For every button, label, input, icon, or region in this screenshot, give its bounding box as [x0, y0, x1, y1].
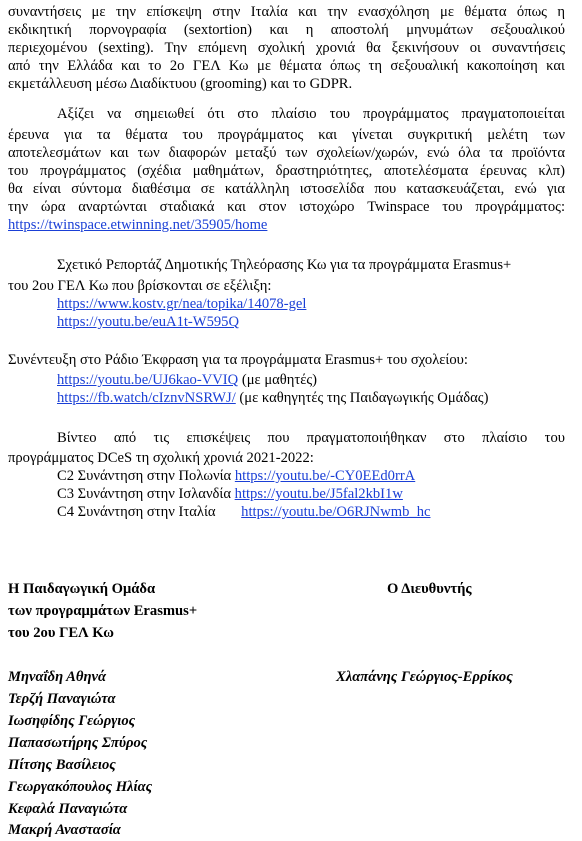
radio-teachers-note: (με καθηγητές της Παιδαγωγικής Ομάδας): [239, 390, 489, 406]
para5-line1: Βίντεο από τις επισκέψεις που πραγματοποιήθηκαν στο πλαίσιο του: [57, 430, 565, 446]
c4-label: C4 Συνάντηση στην Ιταλία: [57, 504, 216, 520]
radio-students-link[interactable]: https://youtu.be/UJ6kao-VVIQ: [57, 372, 239, 388]
director-name: Χλαπάνης Γεώργιος-Ερρίκος: [336, 669, 513, 685]
para1-line5: εκμετάλλευση μέσω Διαδίκτυου (grooming) και το GDPR.: [8, 76, 353, 92]
c3-link[interactable]: https://youtu.be/J5fal2kbI1w: [234, 486, 403, 502]
para2-line3: αποτελεσμάτων και των διαφορών μεταξύ των σχολείων/χωρών, ενώ όλα τα προϊόντα: [8, 145, 565, 161]
c2-row: [57, 468, 415, 485]
c4-link[interactable]: https://youtu.be/O6RJNwmb_hc: [241, 504, 431, 520]
member-name: Παπασωτήρης Σπύρος: [8, 735, 148, 751]
member-name: Κεφαλά Παναγιώτα: [8, 801, 128, 817]
para1-line4: από την Ελλάδα και το 2ο ΓΕΛ Κω με θέματα όπως τη σεξουαλική κακοποίηση και: [8, 58, 565, 74]
team-title-line3: του 2ου ΓΕΛ Κω: [8, 625, 114, 641]
para1-line2: εκδικητική πορνογραφία (sextortion) και η αποστολή μηνυμάτων σεξουαλικού: [8, 22, 565, 38]
radio-students-row: [57, 372, 317, 389]
member-name: Μακρή Αναστασία: [8, 822, 121, 838]
c4-row: [57, 504, 431, 521]
para2-line2: έρευνα για τα θέματα του προγράμματος και γίνεται συγκριτική μελέτη των: [8, 127, 565, 143]
director-title: Ο Διευθυντής: [387, 581, 472, 597]
para3-line1: Σχετικό Ρεπορτάζ Δημοτικής Τηλεόρασης Κω για τα προγράμματα Erasmus+: [57, 257, 512, 273]
radio-students-note: (με μαθητές): [241, 372, 318, 388]
para2-line1: Αξίζει να σημειωθεί ότι στο πλαίσιο του προγράμματος πραγματοποιείται: [57, 106, 565, 122]
team-title-line1: Η Παιδαγωγική Ομάδα: [8, 581, 156, 597]
member-name: Ιωσηφίδης Γεώργιος: [8, 713, 136, 729]
para2-line4: του προγράμματος (σχέδια μαθημάτων, δραστηριότητες, αποτελέσματα έρευνας κλπ): [8, 163, 565, 179]
youtube-report-link[interactable]: https://youtu.be/euA1t-W595Q: [57, 314, 239, 330]
member-name: Γεωργακόπουλος Ηλίας: [8, 779, 153, 795]
c2-link[interactable]: https://youtu.be/-CY0EEd0rrA: [234, 468, 416, 484]
radio-teachers-row: [57, 390, 488, 407]
para4-line1: Συνέντευξη στο Ράδιο Έκφραση για τα προγράμματα Erasmus+ του σχολείου:: [8, 352, 468, 368]
twinspace-link[interactable]: https://twinspace.etwinning.net/35905/home: [8, 217, 268, 233]
para5-line2: προγράμματος DCeS τη σχολική χρονιά 2021-2022:: [8, 450, 314, 466]
member-name: Τερζή Παναγιώτα: [8, 691, 116, 707]
para2-line5: θα είναι σύντομα διαθέσιμα σε κατάλληλη ιστοσελίδα που κατασκευάζεται, ενώ για: [8, 181, 565, 197]
c3-row: [57, 486, 403, 503]
c2-label: C2 Συνάντηση στην Πολωνία: [57, 468, 232, 484]
kostv-link[interactable]: https://www.kostv.gr/nea/topika/14078-gel: [57, 296, 307, 312]
para1-line3: περιεχομένου (sexting). Την επόμενη σχολική χρονιά θα ξεκινήσουν οι συναντήσεις: [8, 40, 565, 56]
para2-line6: την ώρα αναρτώνται σταδιακά και στον ιστοχώρο Twinspace του προγράμματος:: [8, 199, 565, 215]
member-name: Μηναΐδη Αθηνά: [8, 669, 107, 685]
radio-teachers-link[interactable]: https://fb.watch/cIznvNSRWJ/: [57, 390, 236, 406]
team-title-line2: των προγραμμάτων Erasmus+: [8, 603, 198, 619]
member-name: Πίτσης Βασίλειος: [8, 757, 116, 773]
para3-line2: του 2ου ΓΕΛ Κω που βρίσκονται σε εξέλιξη:: [8, 278, 272, 294]
para1-line1: συναντήσεις με την επίσκεψη στην Ιταλία και την ενασχόληση με θέματα όπως η: [8, 4, 565, 20]
c3-label: C3 Συνάντηση στην Ισλανδία: [57, 486, 231, 502]
